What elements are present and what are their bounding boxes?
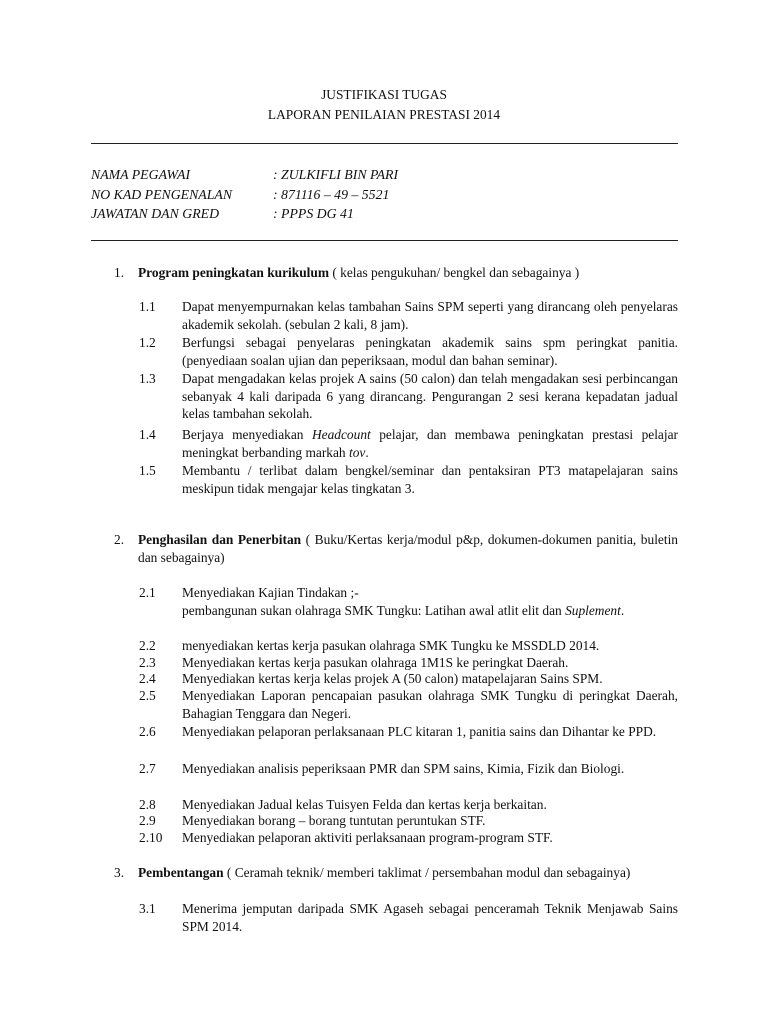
item-text: Menyediakan Jadual kelas Tuisyen Felda dan kertas kerja berkaitan. (182, 797, 547, 812)
item-text: Berfungsi sebagai penyelaras peningkatan akademik sains spm peringkat panitia. (penyediaan soalan ujian dan peperiksaan, modul dan bahan seminar). (182, 335, 678, 368)
list-item (139, 829, 678, 847)
item-number: 2.4 (139, 671, 156, 686)
item-number: 3.1 (139, 901, 156, 916)
list-item (139, 796, 678, 814)
list-item (139, 462, 678, 497)
item-number: 2.7 (139, 761, 156, 776)
document-title: JUSTIFIKASI TUGAS (321, 87, 447, 102)
list-item (139, 584, 678, 619)
section-title: Program peningkatan kurikulum (138, 265, 329, 280)
item-text: Menyediakan pelaporan aktiviti perlaksanaan program-program STF. (182, 830, 553, 845)
list-item (139, 426, 678, 461)
kad-label: NO KAD PENGENALAN (91, 187, 233, 202)
list-item (139, 654, 678, 672)
nama-value: : ZULKIFLI BIN PARI (273, 167, 399, 182)
kad-value: : 871116 – 49 – 5521 (273, 187, 390, 202)
item-number: 2.1 (139, 585, 156, 600)
item-number: 2.10 (139, 830, 163, 845)
section-number: 2. (114, 532, 125, 547)
section-number: 3. (114, 865, 125, 880)
item-number: 1.3 (139, 371, 156, 386)
section-2-heading (114, 531, 678, 566)
section-description: ( kelas pengukuhan/ bengkel dan sebagainya ) (328, 265, 580, 280)
list-item (139, 334, 678, 369)
item-text: Berjaya menyediakan Headcount pelajar, dan membawa peningkatan prestasi pelajar meningkat berbanding markah tov. (182, 427, 678, 460)
list-item (139, 723, 678, 741)
item-text: Menyediakan Kajian Tindakan ;- pembangunan sukan olahraga SMK Tungku: Latihan awal atlit elit dan Suplement. (182, 585, 625, 618)
list-item (139, 298, 678, 333)
item-text: Dapat menyempurnakan kelas tambahan Sains SPM seperti yang dirancang oleh penyelaras akademik sekolah. (sebulan 2 kali, 8 jam). (182, 299, 678, 332)
section-description: ( Buku/Kertas kerja/modul p&p, dokumen-dokumen panitia, buletin dan sebagainya) (138, 532, 679, 565)
list-item (139, 687, 678, 722)
item-text: Menerima jemputan daripada SMK Agaseh sebagai penceramah Teknik Menjawab Sains SPM 2014. (182, 901, 678, 934)
divider-info (91, 240, 678, 241)
section-title: Penghasilan dan Penerbitan (138, 532, 302, 547)
item-number: 2.9 (139, 813, 156, 828)
item-text: Membantu / terlibat dalam bengkel/seminar dan pentaksiran PT3 matapelajaran sains meskipun tidak mengajar kelas tingkatan 3. (182, 463, 678, 496)
list-item (139, 370, 678, 423)
item-text: Dapat mengadakan kelas projek A sains (50 calon) dan telah mengadakan sesi perbincangan sebanyak 4 kali daripada 6 yang dirancang. Pengurangan 2 sesi kerana kepadatan jadual kelas tambahan sekolah. (182, 371, 678, 422)
list-item (139, 812, 678, 830)
item-number: 2.3 (139, 655, 156, 670)
item-number: 1.2 (139, 335, 156, 350)
item-text: Menyediakan kertas kerja kelas projek A (50 calon) matapelajaran Sains SPM. (182, 671, 603, 686)
list-item (139, 760, 678, 778)
item-text: Menyediakan Laporan pencapaian pasukan olahraga SMK Tungku di peringkat Daerah, Bahagian Tenggara dan Negeri. (182, 688, 678, 721)
item-number: 1.5 (139, 463, 156, 478)
section-1-heading (114, 264, 678, 282)
item-text: Menyediakan borang – borang tuntutan peruntukan STF. (182, 813, 486, 828)
section-title: Pembentangan (138, 865, 224, 880)
section-number: 1. (114, 265, 125, 280)
divider-top (91, 143, 678, 144)
item-text: Menyediakan pelaporan perlaksanaan PLC kitaran 1, panitia sains dan Dihantar ke PPD. (182, 724, 657, 739)
jawatan-label: JAWATAN DAN GRED (91, 206, 220, 221)
item-text: Menyediakan kertas kerja pasukan olahraga 1M1S ke peringkat Daerah. (182, 655, 569, 670)
item-number: 1.1 (139, 299, 156, 314)
item-number: 2.8 (139, 797, 156, 812)
list-item (139, 637, 678, 655)
jawatan-value: : PPPS DG 41 (273, 206, 354, 221)
item-text: menyediakan kertas kerja pasukan olahraga SMK Tungku ke MSSDLD 2014. (182, 638, 600, 653)
item-number: 1.4 (139, 427, 156, 442)
document-subtitle: LAPORAN PENILAIAN PRESTASI 2014 (267, 107, 501, 122)
section-3-heading (114, 864, 678, 882)
item-number: 2.2 (139, 638, 156, 653)
item-number: 2.5 (139, 688, 156, 703)
item-number: 2.6 (139, 724, 156, 739)
item-text: Menyediakan analisis peperiksaan PMR dan SPM sains, Kimia, Fizik dan Biologi. (182, 761, 625, 776)
section-description: ( Ceramah teknik/ memberi taklimat / persembahan modul dan sebagainya) (223, 865, 631, 880)
nama-label: NAMA PEGAWAI (91, 167, 191, 182)
list-item (139, 900, 678, 935)
list-item (139, 670, 678, 688)
